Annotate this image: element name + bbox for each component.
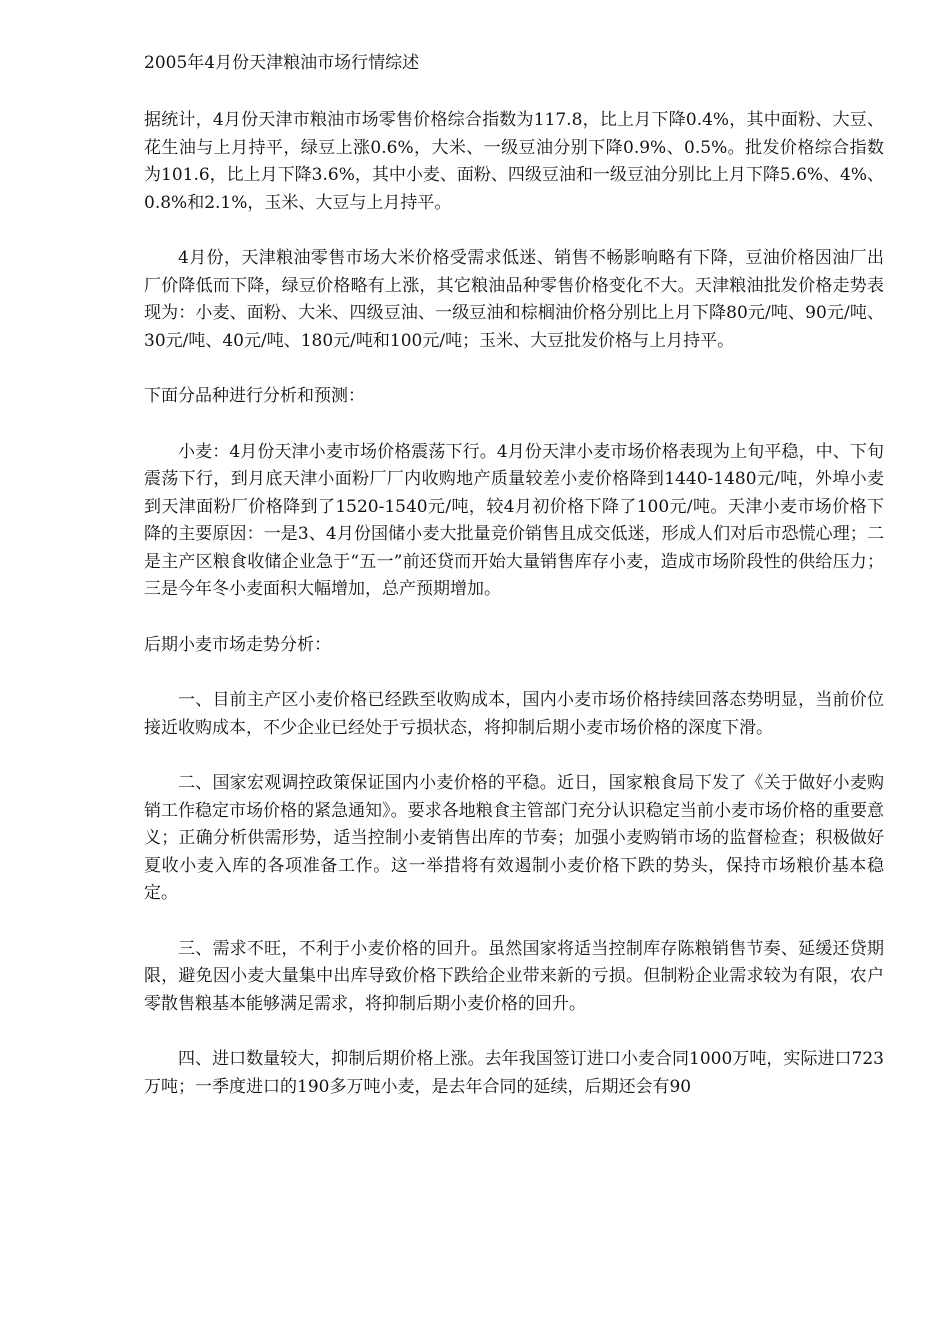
paragraph-point-one: 一、目前主产区小麦价格已经跌至收购成本，国内小麦市场价格持续回落态势明显，当前价位接近收购成本，不少企业已经处于亏损状态，将抑制后期小麦市场价格的深度下滑。 xyxy=(144,690,884,738)
document-title: 2005年4月份天津粮油市场行情综述 xyxy=(144,53,420,73)
paragraph-point-four: 四、进口数量较大，抑制后期价格上涨。去年我国签订进口小麦合同1000万吨，实际进口723万吨；一季度进口的190多万吨小麦，是去年合同的延续，后期还会有90 xyxy=(144,1049,884,1097)
paragraph-analysis-intro: 下面分品种进行分析和预测： xyxy=(144,386,365,406)
paragraph-wheat: 小麦：4月份天津小麦市场价格震荡下行。4月份天津小麦市场价格表现为上旬平稳，中、下旬震荡下行，到月底天津小面粉厂厂内收购地产质量较差小麦价格降到1440-1480元/吨，外埠小麦到天津面粉厂价格降到了1520-1540元/吨，较4月初价格下降了100元/吨。天津小麦市场价格下降的主要原因：一是3、4月份国储小麦大批量竞价销售且成交低迷，形成人们对后市恐慌心理；二是主产区粮食收储企业急于“五一”前还贷而开始大量销售库存小麦，造成市场阶段性的供给压力；三是今年冬小麦面积大幅增加，总产预期增加。 xyxy=(144,441,884,599)
paragraph-price-index: 据统计，4月份天津市粮油市场零售价格综合指数为117.8，比上月下降0.4%，其中面粉、大豆、花生油与上月持平，绿豆上涨0.6%，大米、一级豆油分别下降0.9%、0.5%。批发价格综合指数为101.6，比上月下降3.6%，其中小麦、面粉、四级豆油和一级豆油分别比上月下降5.6%、4%、0.8%和2.1%，玉米、大豆与上月持平。 xyxy=(144,110,885,213)
document-body xyxy=(144,107,884,1129)
paragraph-point-two: 二、国家宏观调控政策保证国内小麦价格的平稳。近日，国家粮食局下发了《关于做好小麦购销工作稳定市场价格的紧急通知》。要求各地粮食主管部门充分认识稳定当前小麦市场价格的重要意义；正确分析供需形势，适当控制小麦销售出库的节奏；加强小麦购销市场的监督检查；积极做好夏收小麦入库的各项准备工作。这一举措将有效遏制小麦价格下跌的势头，保持市场粮价基本稳定。 xyxy=(144,773,884,903)
paragraph-point-three: 三、需求不旺，不利于小麦价格的回升。虽然国家将适当控制库存陈粮销售节奏、延缓还贷期限，避免因小麦大量集中出库导致价格下跌给企业带来新的亏损。但制粉企业需求较为有限，农户零散售粮基本能够满足需求，将抑制后期小麦价格的回升。 xyxy=(144,938,884,1014)
paragraph-wheat-outlook-heading: 后期小麦市场走势分析： xyxy=(144,634,331,655)
paragraph-april-overview: 4月份，天津粮油零售市场大米价格受需求低迷、销售不畅影响略有下降，豆油价格因油厂出厂价降低而下降，绿豆价格略有上涨，其它粮油品种零售价格变化不大。天津粮油批发价格走势表现为：小麦、面粉、大米、四级豆油、一级豆油和棕榈油价格分别比上月下降80元/吨、90元/吨、30元/吨、40元/吨、180元/吨和100元/吨；玉米、大豆批发价格与上月持平。 xyxy=(144,248,884,351)
